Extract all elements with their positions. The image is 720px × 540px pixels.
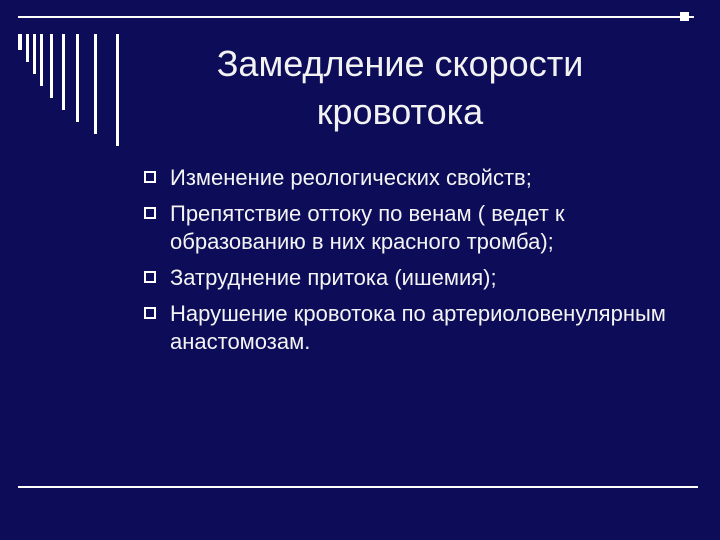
bullet-item [142, 200, 702, 256]
bullet-item [142, 300, 702, 356]
decor-bar [18, 34, 22, 50]
decor-bar [62, 34, 65, 110]
slide-title-line-1: Замедление скорости [216, 43, 584, 84]
bullet-text: Изменение реологических свойств; [170, 165, 532, 190]
bullet-text: Затруднение притока (ишемия); [170, 265, 497, 290]
slide-title [130, 40, 670, 136]
decor-bar [116, 34, 119, 146]
corner-square-icon [680, 12, 689, 21]
bottom-rule [18, 486, 698, 488]
slide-title-line-2: кровотока [316, 91, 484, 132]
square-outline-icon [144, 307, 156, 319]
decor-bar [76, 34, 79, 122]
decor-bar [94, 34, 97, 134]
bullet-item [142, 264, 702, 292]
square-outline-icon [144, 271, 156, 283]
decor-bar [40, 34, 43, 86]
square-outline-icon [144, 171, 156, 183]
decor-bar [50, 34, 53, 98]
decor-bar [33, 34, 36, 74]
top-rule [18, 16, 694, 18]
square-outline-icon [144, 207, 156, 219]
bullet-text: Нарушение кровотока по артериоловенулярным анастомозам. [170, 301, 666, 354]
bullet-item [142, 164, 702, 192]
decor-bar [26, 34, 29, 62]
bullet-text: Препятствие оттоку по венам ( ведет к образованию в них красного тромба); [170, 201, 565, 254]
bullet-list [142, 164, 702, 364]
